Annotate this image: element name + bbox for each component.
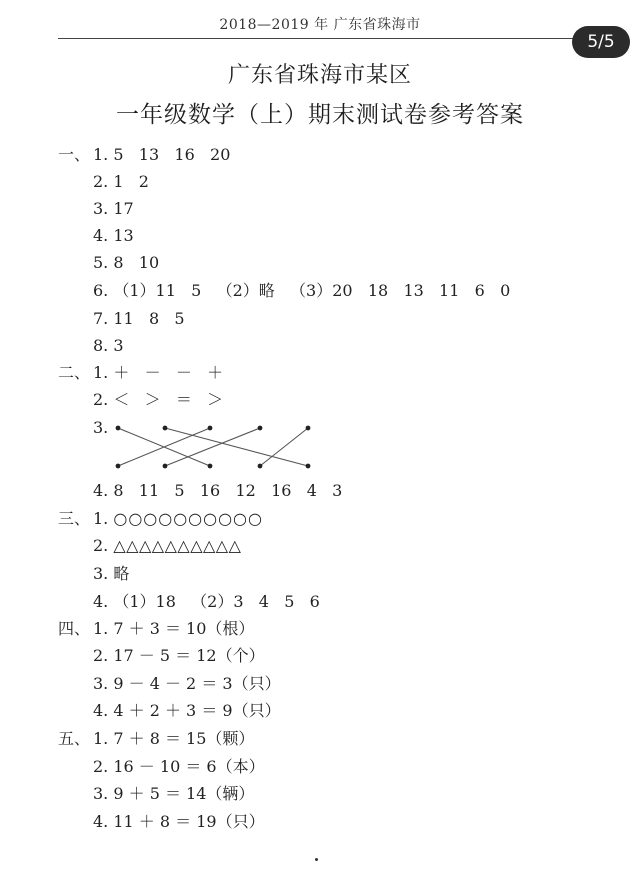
document-title-main: 一年级数学（上）期末测试卷参考答案 xyxy=(116,102,524,128)
match-dot xyxy=(163,426,168,431)
match-dot xyxy=(258,426,263,431)
answer-2-2: 2. ＜ ＞ ＝ ＞ xyxy=(93,390,224,409)
answer-1-5: 5. 8 10 xyxy=(93,253,160,272)
circle-shapes: ○○○○○○○○○○ xyxy=(113,509,263,528)
answer-3-3: 3. 略 xyxy=(93,564,130,583)
answer-4-3: 3. 9 － 4 － 2 ＝ 3（只） xyxy=(93,674,281,693)
match-line xyxy=(165,428,308,466)
page-footer-mark xyxy=(315,858,318,861)
answer-3-2-prefix: 2. xyxy=(93,536,114,555)
answer-3-1 xyxy=(93,506,263,532)
answer-1-2: 2. 1 2 xyxy=(93,172,149,191)
running-header: 2018—2019 年 广东省珠海市 xyxy=(219,17,421,33)
match-dot xyxy=(163,464,168,469)
match-line xyxy=(165,428,260,466)
answer-1-7: 7. 11 8 5 xyxy=(93,309,185,328)
match-dot xyxy=(258,464,263,469)
answer-4-1: 1. 7 ＋ 3 ＝ 10（根） xyxy=(93,619,255,638)
match-dot xyxy=(116,426,121,431)
section-label-2: 二、 xyxy=(58,363,91,382)
answer-3-4: 4. （1）18 （2）3 4 5 6 xyxy=(93,592,320,611)
answer-3-2 xyxy=(93,533,241,559)
triangle-shapes: △△△△△△△△△△ xyxy=(113,536,242,555)
answer-5-3: 3. 9 ＋ 5 ＝ 14（辆） xyxy=(93,784,255,803)
section-label-4: 四、 xyxy=(58,619,91,638)
answer-2-1: 1. ＋ － － ＋ xyxy=(93,363,224,382)
match-dot xyxy=(306,426,311,431)
page-indicator-badge: 5/5 xyxy=(572,26,630,58)
matching-lines-diagram xyxy=(110,418,330,476)
answer-2-3-label: 3. xyxy=(93,418,109,437)
answer-2-4: 4. 8 11 5 16 12 16 4 3 xyxy=(93,481,343,500)
match-dot xyxy=(208,426,213,431)
answer-1-8: 8. 3 xyxy=(93,336,124,355)
answer-4-2: 2. 17 － 5 ＝ 12（个） xyxy=(93,646,265,665)
answer-5-2: 2. 16 － 10 ＝ 6（本） xyxy=(93,757,265,776)
answer-4-4: 4. 4 ＋ 2 ＋ 3 ＝ 9（只） xyxy=(93,701,281,720)
match-dot xyxy=(306,464,311,469)
match-dot xyxy=(116,464,121,469)
section-label-3: 三、 xyxy=(58,509,91,528)
section-label-1: 一、 xyxy=(58,145,91,164)
answer-5-1: 1. 7 ＋ 8 ＝ 15（颗） xyxy=(93,729,255,748)
answer-1-3: 3. 17 xyxy=(93,199,134,218)
answer-1-6: 6. （1）11 5 （2）略 （3）20 18 13 11 6 0 xyxy=(93,281,511,300)
header-divider xyxy=(58,38,578,39)
match-line xyxy=(260,428,308,466)
answer-5-4: 4. 11 ＋ 8 ＝ 19（只） xyxy=(93,812,265,831)
match-dot xyxy=(208,464,213,469)
document-title-region: 广东省珠海市某区 xyxy=(227,63,412,88)
answer-3-1-prefix: 1. xyxy=(93,509,114,528)
answer-1-4: 4. 13 xyxy=(93,226,134,245)
answer-1-1: 1. 5 13 16 20 xyxy=(93,145,231,164)
section-label-5: 五、 xyxy=(58,729,91,748)
